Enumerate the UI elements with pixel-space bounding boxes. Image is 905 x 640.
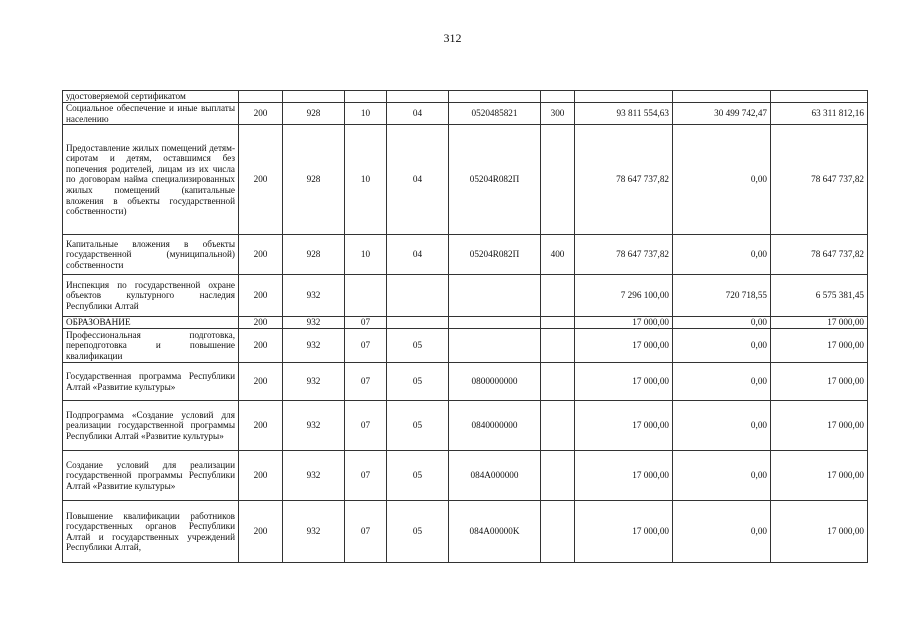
cell-admin [239,91,283,103]
page-number: 312 [443,31,462,45]
cell-federal: 0,00 [673,501,771,563]
cell-total: 93 811 554,63 [575,103,673,125]
cell-gr: 928 [283,235,345,275]
table-row [63,401,868,451]
cell-vr [541,91,575,103]
cell-pr: 05 [387,401,449,451]
cell-regional: 17 000,00 [771,317,868,329]
cell-regional: 17 000,00 [771,401,868,451]
cell-csr: 05204R082П [449,125,541,235]
cell-gr: 932 [283,451,345,501]
cell-csr [449,329,541,363]
table-row [63,363,868,401]
cell-name: удостоверяемой сертификатом [63,91,239,103]
cell-rz: 10 [345,125,387,235]
cell-pr: 04 [387,235,449,275]
cell-name: Создание условий для реализации государственной программы Республики Алтай «Развитие культуры» [63,451,239,501]
table-row [63,235,868,275]
cell-federal: 0,00 [673,329,771,363]
cell-name: Инспекция по государственной охране объектов культурного наследия Республики Алтай [63,275,239,317]
cell-pr [387,91,449,103]
cell-total: 17 000,00 [575,401,673,451]
cell-gr: 932 [283,317,345,329]
cell-federal: 0,00 [673,451,771,501]
cell-name: Капитальные вложения в объекты государственной (муниципальной) собственности [63,235,239,275]
cell-rz: 07 [345,329,387,363]
table-row [63,317,868,329]
cell-rz: 07 [345,501,387,563]
cell-gr: 928 [283,125,345,235]
cell-total: 17 000,00 [575,451,673,501]
cell-admin: 200 [239,329,283,363]
cell-regional: 78 647 737,82 [771,235,868,275]
cell-gr: 932 [283,363,345,401]
cell-csr: 0520485821 [449,103,541,125]
cell-name: Подпрограмма «Создание условий для реализации государственной программы Республики Алтай «Развитие культуры» [63,401,239,451]
cell-federal: 0,00 [673,317,771,329]
cell-regional: 17 000,00 [771,329,868,363]
cell-admin: 200 [239,451,283,501]
cell-admin: 200 [239,125,283,235]
cell-rz: 10 [345,235,387,275]
cell-federal [673,91,771,103]
cell-csr [449,275,541,317]
table-row [63,103,868,125]
cell-pr [387,275,449,317]
cell-admin: 200 [239,501,283,563]
cell-rz: 07 [345,363,387,401]
cell-regional: 17 000,00 [771,501,868,563]
cell-admin: 200 [239,235,283,275]
cell-name: Социальное обеспечение и иные выплаты населению [63,103,239,125]
cell-vr [541,329,575,363]
cell-pr: 05 [387,329,449,363]
cell-total: 17 000,00 [575,329,673,363]
cell-federal: 0,00 [673,363,771,401]
cell-rz [345,275,387,317]
cell-regional: 17 000,00 [771,451,868,501]
cell-total [575,91,673,103]
cell-vr [541,363,575,401]
cell-rz: 07 [345,451,387,501]
cell-total: 17 000,00 [575,501,673,563]
cell-total: 17 000,00 [575,363,673,401]
cell-name: Профессиональная подготовка, переподготовка и повышение квалификации [63,329,239,363]
cell-regional: 63 311 812,16 [771,103,868,125]
cell-pr [387,317,449,329]
cell-csr: 0840000000 [449,401,541,451]
cell-admin: 200 [239,401,283,451]
cell-federal: 0,00 [673,401,771,451]
cell-rz [345,91,387,103]
cell-admin: 200 [239,103,283,125]
table-row [63,125,868,235]
cell-vr [541,501,575,563]
cell-pr: 05 [387,451,449,501]
cell-gr: 932 [283,275,345,317]
cell-csr: 0800000000 [449,363,541,401]
cell-vr: 300 [541,103,575,125]
cell-admin: 200 [239,275,283,317]
table-body [63,91,868,563]
cell-vr [541,125,575,235]
cell-pr: 05 [387,501,449,563]
cell-vr [541,317,575,329]
cell-pr: 04 [387,125,449,235]
cell-vr: 400 [541,235,575,275]
cell-federal: 0,00 [673,235,771,275]
cell-total: 78 647 737,82 [575,235,673,275]
cell-gr: 932 [283,401,345,451]
table-row [63,451,868,501]
cell-rz: 10 [345,103,387,125]
table-row [63,501,868,563]
cell-csr: 05204R082П [449,235,541,275]
cell-regional: 6 575 381,45 [771,275,868,317]
cell-name: Государственная программа Республики Алтай «Развитие культуры» [63,363,239,401]
cell-federal: 0,00 [673,125,771,235]
cell-csr [449,317,541,329]
cell-pr: 04 [387,103,449,125]
cell-total: 7 296 100,00 [575,275,673,317]
cell-vr [541,275,575,317]
cell-gr: 932 [283,501,345,563]
cell-vr [541,451,575,501]
budget-table [62,90,868,563]
cell-vr [541,401,575,451]
table-row [63,91,868,103]
cell-admin: 200 [239,363,283,401]
cell-csr: 084A000000 [449,451,541,501]
cell-name: Повышение квалификации работников государственных органов Республики Алтай и государственных учреждений Республики Алтай, [63,501,239,563]
cell-csr: 084A00000K [449,501,541,563]
cell-csr [449,91,541,103]
cell-gr: 928 [283,103,345,125]
cell-federal: 30 499 742,47 [673,103,771,125]
cell-federal: 720 718,55 [673,275,771,317]
cell-gr [283,91,345,103]
table-row [63,275,868,317]
cell-regional [771,91,868,103]
cell-name: Предоставление жилых помещений детям-сиротам и детям, оставшимся без попечения родителей, лицам из их числа по договорам найма специализированных жилых помещений (капитальные вложения в объекты государственной собственности) [63,125,239,235]
cell-admin: 200 [239,317,283,329]
cell-regional: 78 647 737,82 [771,125,868,235]
cell-total: 17 000,00 [575,317,673,329]
cell-gr: 932 [283,329,345,363]
cell-total: 78 647 737,82 [575,125,673,235]
cell-name: ОБРАЗОВАНИЕ [63,317,239,329]
cell-rz: 07 [345,317,387,329]
cell-regional: 17 000,00 [771,363,868,401]
table-row [63,329,868,363]
cell-rz: 07 [345,401,387,451]
cell-pr: 05 [387,363,449,401]
